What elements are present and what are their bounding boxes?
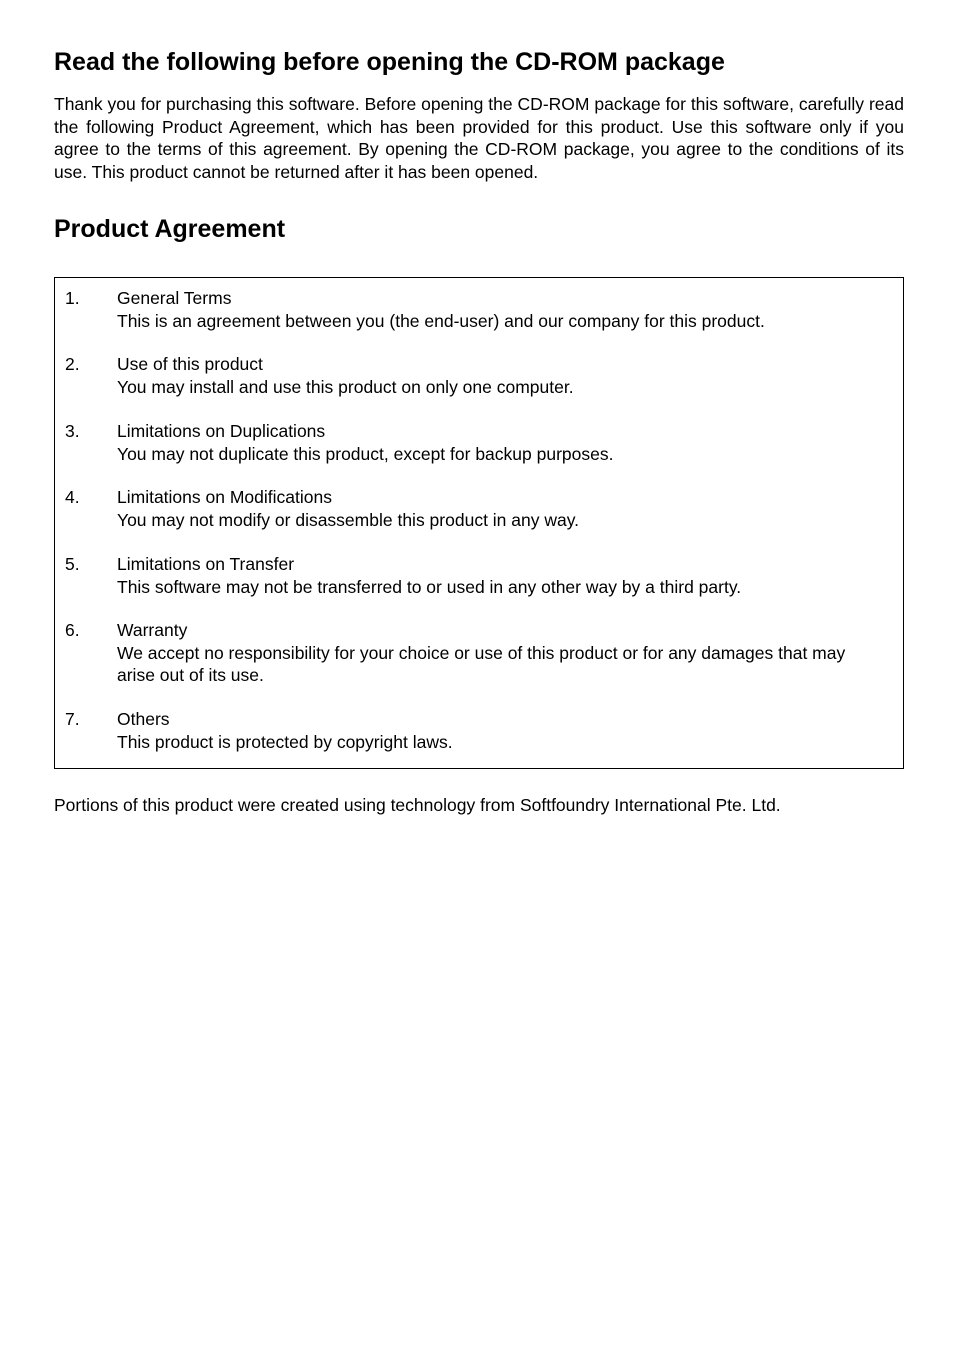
term-text: You may not modify or disassemble this product in any way. xyxy=(117,509,580,530)
term-body xyxy=(117,619,877,687)
terms-box xyxy=(54,277,904,769)
footer-note: Portions of this product were created using technology from Softfoundry International Pte. Ltd. xyxy=(54,795,781,815)
term-body xyxy=(117,486,877,531)
term-title: Others xyxy=(117,709,170,729)
term-title: Limitations on Transfer xyxy=(117,554,295,574)
term-text: You may install and use this product on only one computer. xyxy=(117,376,574,397)
term-body xyxy=(117,708,877,753)
term-text: We accept no responsibility for your choice or use of this product or for any damages that may arise out of its use. xyxy=(117,642,846,685)
term-body xyxy=(117,420,877,465)
agreement-heading: Product Agreement xyxy=(54,215,286,243)
term-number: 5. xyxy=(65,554,80,574)
term-title: Limitations on Modifications xyxy=(117,487,332,507)
term-number: 1. xyxy=(65,288,80,308)
term-body xyxy=(117,287,877,332)
term-number: 2. xyxy=(65,354,80,374)
term-number: 3. xyxy=(65,421,80,441)
term-number: 6. xyxy=(65,620,80,640)
term-number: 7. xyxy=(65,709,80,729)
intro-paragraph: Thank you for purchasing this software. Before opening the CD-ROM package for this software, carefully read the following Product Agreement, which has been provided for this product. Use this software only if you agree to the terms of this agreement. By opening the CD-ROM package, you agree to the conditions of its use. This product cannot be returned after it has been opened. xyxy=(54,94,904,182)
term-body xyxy=(117,553,877,598)
term-number: 4. xyxy=(65,487,80,507)
term-text: This is an agreement between you (the end-user) and our company for this product. xyxy=(117,310,765,331)
term-text: You may not duplicate this product, except for backup purposes. xyxy=(117,443,614,464)
term-title: Use of this product xyxy=(117,354,263,374)
term-title: Limitations on Duplications xyxy=(117,421,326,441)
page-title: Read the following before opening the CD-ROM package xyxy=(54,48,725,76)
term-title: General Terms xyxy=(117,288,232,308)
term-title: Warranty xyxy=(117,620,188,640)
term-text: This product is protected by copyright laws. xyxy=(117,731,453,752)
term-body xyxy=(117,353,877,398)
term-text: This software may not be transferred to or used in any other way by a third party. xyxy=(117,576,742,597)
